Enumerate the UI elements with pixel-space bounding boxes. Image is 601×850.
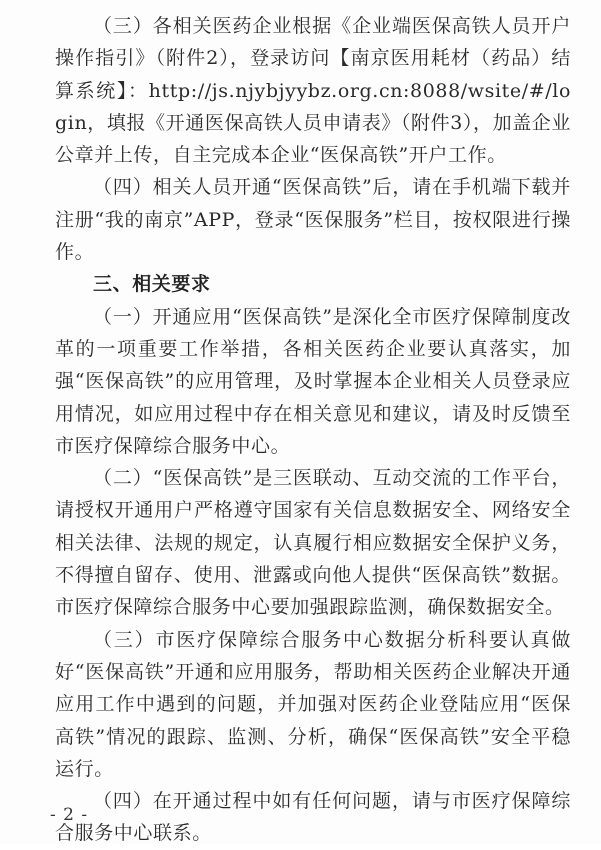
paragraph-requirement-3: （三）市医疗保障综合服务中心数据分析科要认真做好“医保高铁”开通和应用服务，帮助相关医药企业解决开通应用工作中遇到的问题，并加强对医药企业登陆应用“医保高铁”情况的跟踪、监测、分析，确保“医保高铁”安全平稳运行。 — [55, 628, 571, 780]
paragraph-requirement-2: （二）“医保高铁”是三医联动、互动交流的工作平台，请授权开通用户严格遵守国家有关信息数据安全、网络安全相关法律、法规的规定，认真履行相应数据安全保护义务，不得擅自留存、使用、泄露或向他人提供“医保高铁”数据。市医疗保障综合服务中心要加强跟踪监测，确保数据安全。 — [55, 467, 571, 619]
paragraph-requirement-1: （一）开通应用“医保高铁”是深化全市医疗保障制度改革的一项重要工作举措，各相关医药企业要认真落实，加强“医保高铁”的应用管理，及时掌握本企业相关人员登录应用情况，如应用过程中存在相关意见和建议，请及时反馈至市医疗保障综合服务中心。 — [55, 305, 571, 457]
paragraph-app-registration: （四）相关人员开通“医保高铁”后，请在手机端下载并注册“我的南京”APP，登录“医保服务”栏目，按权限进行操作。 — [55, 176, 571, 264]
document-body — [55, 10, 571, 850]
page-number: - 2 - — [50, 805, 89, 825]
section-heading-requirements: 三、相关要求 — [93, 273, 211, 296]
paragraph-account-opening: （三）各相关医药企业根据《企业端医保高铁人员开户操作指引》（附件2），登录访问【南京医用耗材（药品）结算系统】：http://js.njybjyybz.org.cn:8088/wsite/#/login，填报《开通医保高铁人员申请表》（附件3），加盖企业公章并上传，自主完成本企业“医保高铁”开户工作。 — [55, 15, 571, 167]
paragraph-requirement-4: （四）在开通过程中如有任何问题，请与市医疗保障综合服务中心联系。 — [55, 790, 571, 845]
